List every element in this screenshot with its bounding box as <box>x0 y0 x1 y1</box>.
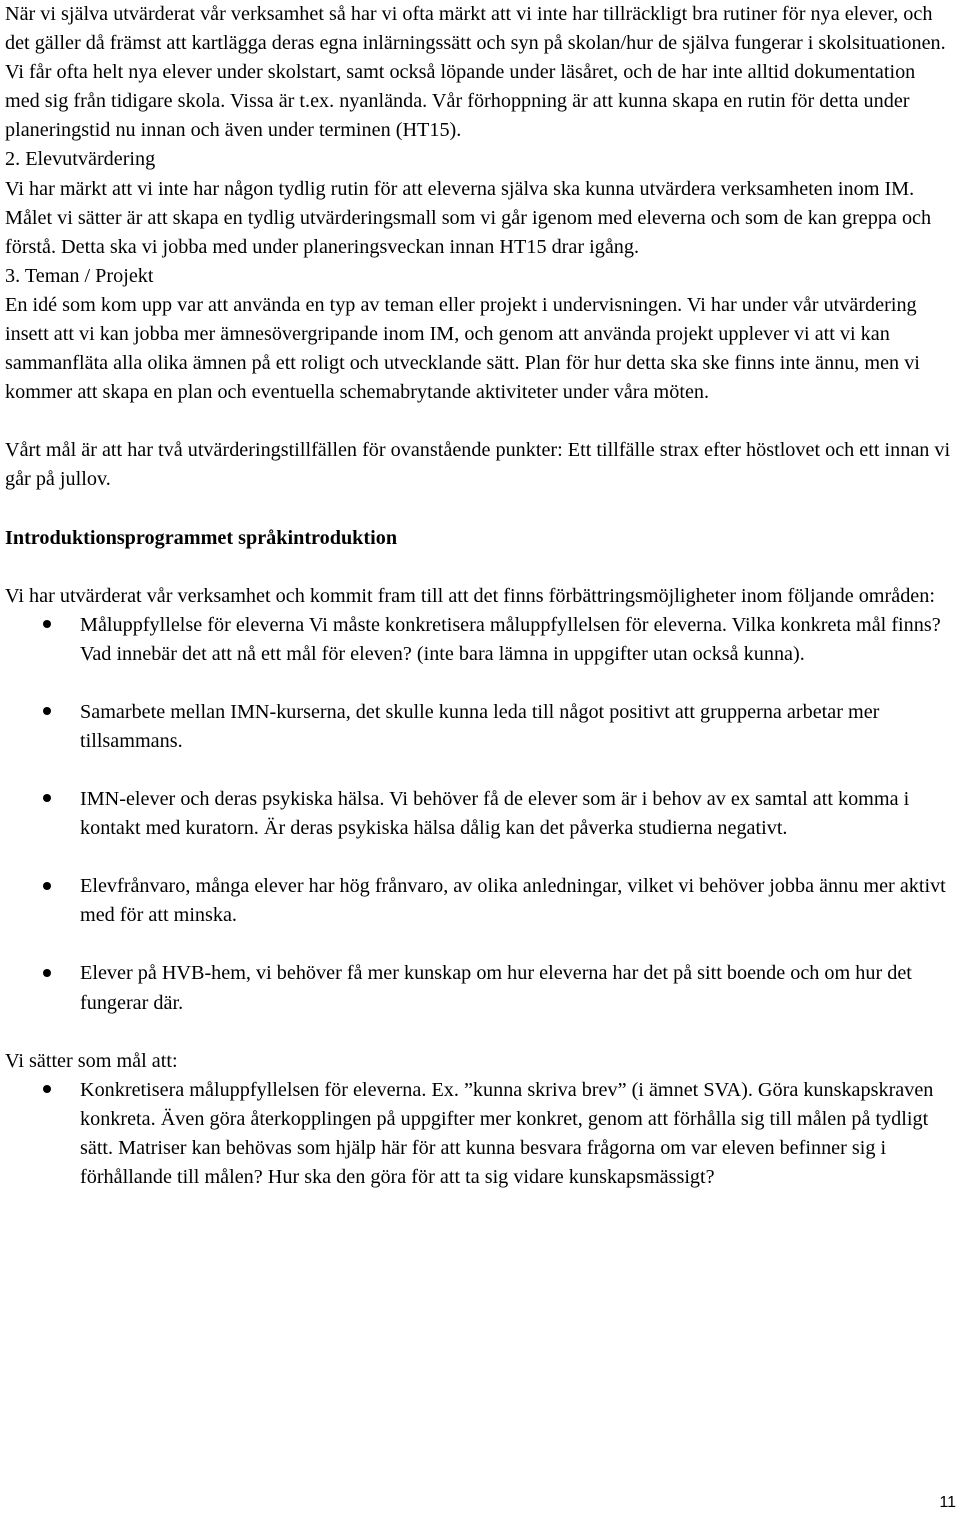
list-item-text: Elever på HVB-hem, vi behöver få mer kunskap om hur eleverna har det på sitt boende och om hur det fungerar där. <box>80 962 912 1014</box>
list-item-text: Måluppfyllelse för eleverna Vi måste konkretisera måluppfyllelsen för eleverna. Vilka konkreta mål finns? Vad innebär det att nå ett mål för eleven? (inte bara lämna in uppgifter utan också kunna). <box>80 613 941 665</box>
goal-paragraph: Vårt mål är att har två utvärderingstillfällen för ovanstående punkter: Ett tillfälle strax efter höstlovet och ett innan vi går på jullov. <box>5 439 951 491</box>
list-item-text: Samarbete mellan IMN-kurserna, det skulle kunna leda till något positivt att grupperna arbetar mer tillsammans. <box>80 700 880 752</box>
list-item <box>5 1076 955 1192</box>
list-item <box>5 698 955 756</box>
list-item-text: Elevfrånvaro, många elever har hög frånvaro, av olika anledningar, vilket vi behöver jobba ännu mer aktivt med för att minska. <box>80 875 946 927</box>
bullet-icon <box>40 1076 54 1105</box>
bullet-icon <box>40 611 54 640</box>
section-heading-elevutvardering: 2. Elevutvärdering <box>5 148 156 171</box>
sprakintro-paragraph: Vi har utvärderat vår verksamhet och kommit fram till att det finns förbättringsmöjligheter inom följande områden: <box>5 584 935 607</box>
document-page <box>5 0 955 1192</box>
intro-paragraph: När vi själva utvärderat vår verksamhet så har vi ofta märkt att vi inte har tillräckligt bra rutiner för nya elever, och det gäller då främst att kartlägga deras egna inlärningssätt och syn på skolan/hur de själva fungerar i skolsituationen. Vi får ofta helt nya elever under skolstart, samt också löpande under läsåret, och de har inte alltid dokumentation med sig från tidigare skola. Vissa är t.ex. nyanlända. Vår förhoppning är att kunna skapa en rutin för detta under planeringstid nu innan och även under terminen (HT15). <box>5 3 946 142</box>
list-item <box>5 959 955 1017</box>
improvement-areas-list <box>5 611 955 1018</box>
section-heading-sprakintroduktion: Introduktionsprogrammet språkintroduktion <box>5 526 398 549</box>
bullet-icon <box>40 698 54 727</box>
bullet-icon <box>40 872 54 901</box>
list-item <box>5 785 955 843</box>
section-heading-teman: 3. Teman / Projekt <box>5 264 154 287</box>
list-item-text: IMN-elever och deras psykiska hälsa. Vi behöver få de elever som är i behov av ex samtal att komma i kontakt med kuratorn. Är deras psykiska hälsa dålig kan det påverka studierna negativt. <box>80 788 910 840</box>
list-item-text: Konkretisera måluppfyllelsen för eleverna. Ex. ”kunna skriva brev” (i ämnet SVA). Göra kunskapskraven konkreta. Även göra återkopplingen på uppgifter mer konkret, genom att förhålla sig till målen på tydligt sätt. Matriser kan behövas som hjälp här för att kunna besvara frågorna om var eleven befinner sig i förhållande till målen? Hur ska den göra för att ta sig vidare kunskapsmässigt? <box>80 1078 934 1188</box>
list-item <box>5 872 955 930</box>
page-number: 11 <box>939 1494 956 1511</box>
elevutvardering-paragraph: Vi har märkt att vi inte har någon tydlig rutin för att eleverna själva ska kunna utvärdera verksamheten inom IM. Målet vi sätter är att skapa en tydlig utvärderingsmall som vi går igenom med eleverna och som de kan greppa och förstå. Detta ska vi jobba med under planeringsveckan innan HT15 drar igång. <box>5 177 932 258</box>
teman-paragraph: En idé som kom upp var att använda en typ av teman eller projekt i undervisningen. Vi har under vår utvärdering insett att vi kan jobba mer ämnesövergripande inom IM, och genom att använda projekt upplever vi att vi kan sammanfläta alla olika ämnen på ett roligt och utvecklande sätt. Plan för hur detta ska ske finns inte ännu, men vi kommer att skapa en plan och eventuella schemabrytande aktiviteter under våra möten. <box>5 293 920 404</box>
list-item <box>5 611 955 669</box>
goals-intro: Vi sätter som mål att: <box>5 1049 178 1072</box>
bullet-icon <box>40 785 54 814</box>
goals-list <box>5 1076 955 1192</box>
bullet-icon <box>40 959 54 988</box>
